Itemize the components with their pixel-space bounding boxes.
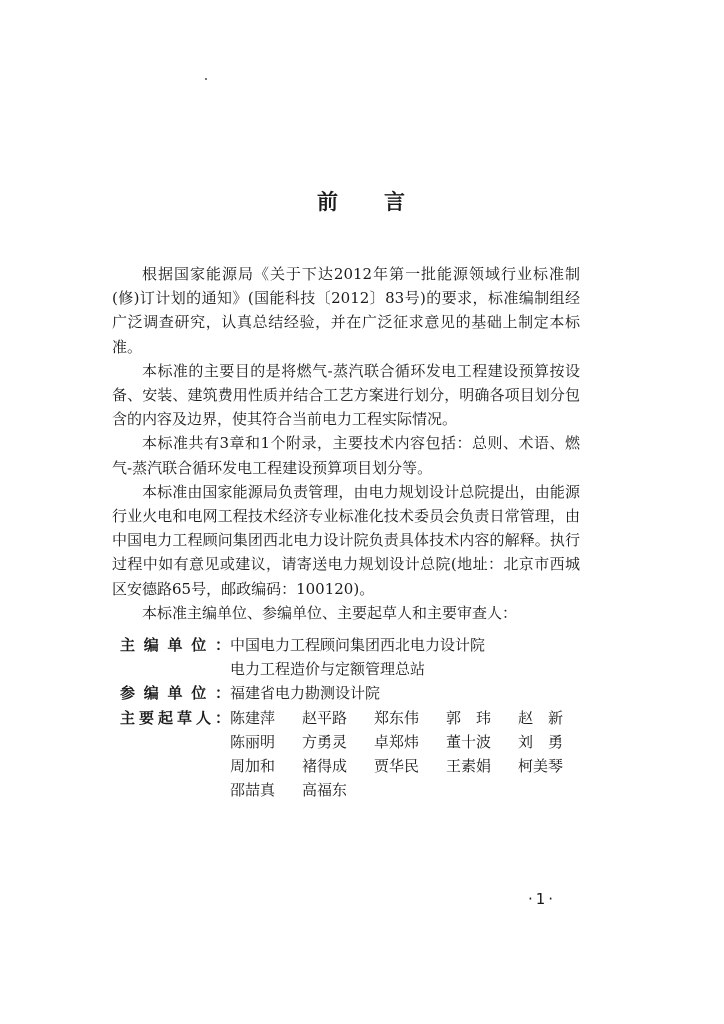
drafter-name: 陈丽明 [230,732,276,751]
drafter-name: 郭 玮 [446,708,492,727]
page-number: ·1· [528,890,557,908]
drafter-name: 赵平路 [302,708,348,727]
drafters-names [230,706,590,803]
paragraph-1: 根据国家能源局《关于下达2012年第一批能源领域行业标准制(修)订计划的通知》(国能科技〔2012〕83号)的要求，标准编制组经广泛调查研究，认真总结经验，并在广泛征求意见的基础上制定本标准。 [112,265,580,356]
drafter-name: 高福东 [302,781,348,800]
drafter-name: 王素娟 [446,757,492,776]
drafters-label: 主要起草人： [120,708,230,727]
drafter-name: 褚得成 [302,757,348,776]
drafter-name: 贾华民 [374,757,420,776]
participating-unit-value: 福建省电力勘测设计院 [230,684,381,703]
scan-speck [205,78,207,80]
paragraph-5: 本标准主编单位、参编单位、主要起草人和主要审查人： [142,603,518,622]
drafter-name: 董十波 [446,732,492,751]
page-title [0,186,724,216]
paragraph-3: 本标准共有3章和1个附录，主要技术内容包括：总则、术语、燃气-蒸汽联合循环发电工程建设预算项目划分等。 [112,434,580,477]
drafter-name: 郑东伟 [374,708,420,727]
title-char-left: 前 [317,190,340,214]
participating-unit-label: 参编单位： [120,684,230,703]
chief-unit-2: 电力工程造价与定额管理总站 [230,660,426,679]
paragraph-2: 本标准的主要目的是将燃气-蒸汽联合循环发电工程建设预算按设备、安装、建筑费用性质并结合工艺方案进行划分，明确各项目划分包含的内容及边界，使其符合当前电力工程实际情况。 [112,361,580,429]
participating-unit-row [112,681,580,705]
paragraph-4: 本标准由国家能源局负责管理，由电力规划设计总院提出，由能源行业火电和电网工程技术经济专业标准化技术委员会负责日常管理，由中国电力工程顾问集团西北电力设计院负责具体技术内容的解释。执行过程中如有意见或建议，请寄送电力规划设计总院(地址：北京市西城区安德路65号，邮政编码：100120)。 [112,482,580,598]
drafter-name: 周加和 [230,757,276,776]
drafter-name: 方勇灵 [302,732,348,751]
foreword-body [112,262,580,802]
chief-unit-row [112,633,580,681]
drafter-name: 卓郑炜 [374,732,420,751]
drafter-name: 赵 新 [518,708,564,727]
chief-unit-label: 主编单位： [120,636,230,655]
chief-unit-1: 中国电力工程顾问集团西北电力设计院 [230,636,486,655]
drafter-name: 陈建萍 [230,708,276,727]
drafter-name: 刘 勇 [518,732,564,751]
contributors-list [112,633,580,802]
drafter-name: 柯美琴 [518,757,564,776]
drafter-name: 邵喆真 [230,781,276,800]
drafters-row [112,706,580,803]
title-char-right: 言 [384,190,407,214]
